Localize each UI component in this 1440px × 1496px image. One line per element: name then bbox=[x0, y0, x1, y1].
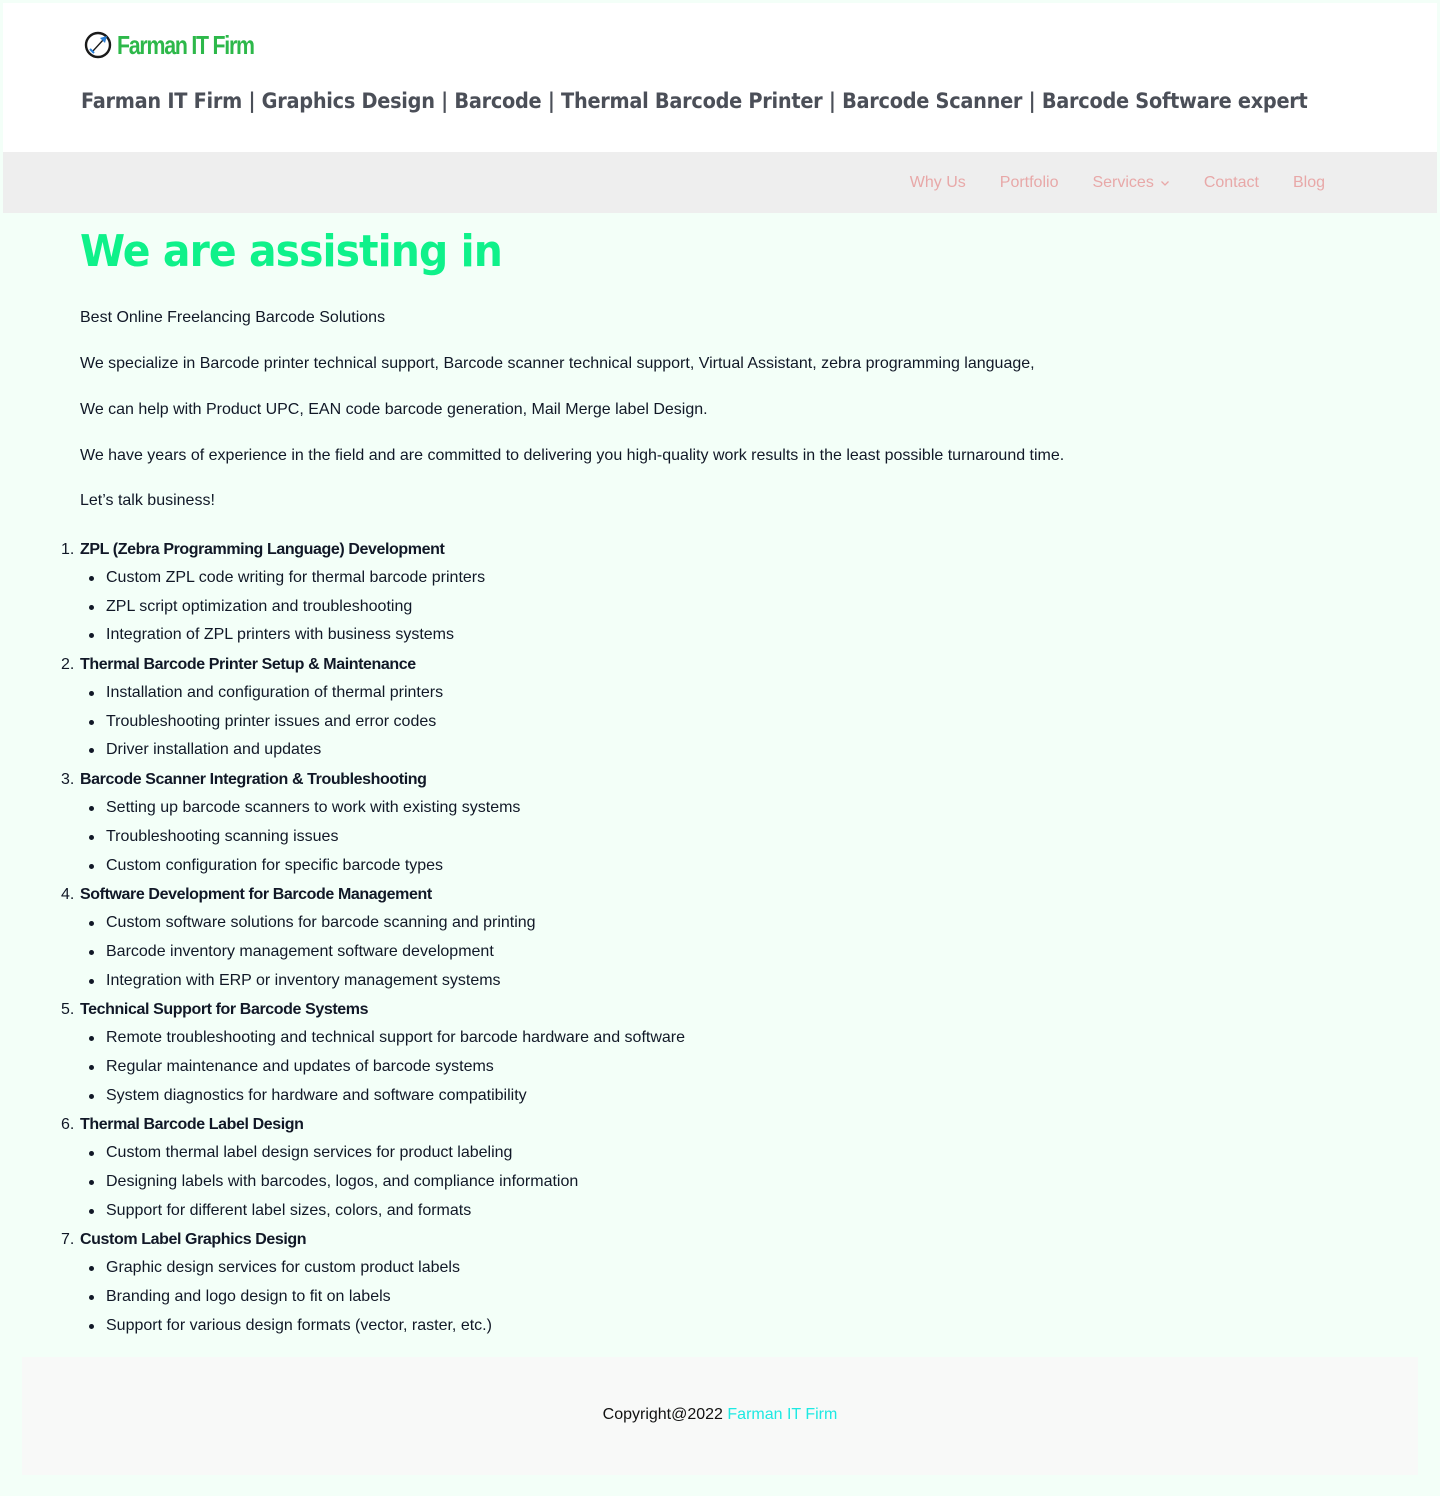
service-sublist bbox=[80, 909, 980, 995]
page-heading: We are assisting in bbox=[80, 226, 502, 277]
footer-site-link[interactable]: Farman IT Firm bbox=[727, 1406, 838, 1423]
list-item: Installation and configuration of thermal printers bbox=[80, 679, 980, 708]
site-footer bbox=[22, 1357, 1418, 1475]
service-item bbox=[61, 765, 980, 880]
service-number: 3. bbox=[61, 771, 75, 789]
site-logo[interactable] bbox=[83, 25, 284, 65]
nav-item-label: Why Us bbox=[909, 173, 966, 191]
nav-item-services[interactable] bbox=[1075, 174, 1186, 192]
service-sublist bbox=[80, 679, 980, 765]
nav-item-label: Contact bbox=[1203, 173, 1259, 191]
list-item: Designing labels with barcodes, logos, and compliance information bbox=[80, 1168, 980, 1197]
list-item: Integration of ZPL printers with business systems bbox=[80, 621, 980, 650]
service-item bbox=[61, 1225, 980, 1340]
service-item bbox=[61, 650, 980, 765]
list-item: Branding and logo design to fit on labels bbox=[80, 1283, 980, 1312]
intro-paragraph: We can help with Product UPC, EAN code barcode generation, Mail Merge label Design. bbox=[80, 401, 708, 418]
copyright bbox=[22, 1406, 1418, 1424]
service-sublist bbox=[80, 1024, 980, 1110]
list-item: Graphic design services for custom product labels bbox=[80, 1254, 980, 1283]
service-title: Technical Support for Barcode Systems bbox=[80, 1001, 369, 1019]
rocket-circle-icon bbox=[83, 30, 113, 60]
list-item: Driver installation and updates bbox=[80, 736, 980, 765]
nav-item-label: Blog bbox=[1292, 173, 1325, 191]
service-sublist bbox=[80, 1254, 980, 1340]
intro-paragraph: We have years of experience in the field and are committed to delivering you high-quality work results in the least possible turnaround time. bbox=[80, 447, 1065, 464]
nav-item-label: Services bbox=[1092, 173, 1154, 191]
service-item bbox=[61, 880, 980, 995]
nav-item-blog[interactable] bbox=[1276, 174, 1342, 192]
service-number: 7. bbox=[61, 1231, 75, 1249]
services-list bbox=[61, 535, 980, 1340]
list-item: Barcode inventory management software development bbox=[80, 938, 980, 967]
list-item: Regular maintenance and updates of barcode systems bbox=[80, 1053, 980, 1082]
list-item: Support for different label sizes, colors, and formats bbox=[80, 1197, 980, 1226]
intro-paragraph: Best Online Freelancing Barcode Solutions bbox=[80, 309, 386, 326]
service-item bbox=[61, 535, 980, 650]
list-item: System diagnostics for hardware and software compatibility bbox=[80, 1082, 980, 1111]
nav-list bbox=[893, 152, 1342, 213]
service-number: 5. bbox=[61, 1001, 75, 1019]
logo-text: Farman IT Firm bbox=[117, 29, 254, 60]
service-sublist bbox=[80, 794, 980, 880]
service-number: 6. bbox=[61, 1116, 75, 1134]
service-title: Barcode Scanner Integration & Troubleshooting bbox=[80, 771, 427, 789]
service-number: 2. bbox=[61, 656, 75, 674]
list-item: Custom configuration for specific barcode types bbox=[80, 852, 980, 881]
service-title: Custom Label Graphics Design bbox=[80, 1231, 307, 1249]
main-nav bbox=[3, 152, 1437, 213]
nav-item-label: Portfolio bbox=[999, 173, 1059, 191]
list-item: Custom software solutions for barcode scanning and printing bbox=[80, 909, 980, 938]
service-sublist bbox=[80, 564, 980, 650]
nav-item-contact[interactable] bbox=[1187, 174, 1276, 192]
list-item: Integration with ERP or inventory management systems bbox=[80, 967, 980, 996]
service-title: Thermal Barcode Printer Setup & Maintenance bbox=[80, 656, 416, 674]
service-item bbox=[61, 995, 980, 1110]
intro-paragraph: We specialize in Barcode printer technical support, Barcode scanner technical support, Virtual Assistant, zebra programming language, bbox=[80, 355, 1035, 372]
service-title: Thermal Barcode Label Design bbox=[80, 1116, 304, 1134]
main-content bbox=[61, 222, 1360, 1334]
list-item: Custom ZPL code writing for thermal barcode printers bbox=[80, 564, 980, 593]
service-title: Software Development for Barcode Management bbox=[80, 886, 432, 904]
list-item: Custom thermal label design services for product labeling bbox=[80, 1139, 980, 1168]
service-title: ZPL (Zebra Programming Language) Development bbox=[80, 541, 445, 558]
list-item: ZPL script optimization and troubleshooting bbox=[80, 593, 980, 622]
copyright-text: Copyright@2022 bbox=[602, 1406, 723, 1423]
list-item: Troubleshooting printer issues and error codes bbox=[80, 708, 980, 737]
list-item: Troubleshooting scanning issues bbox=[80, 823, 980, 852]
service-number: 4. bbox=[61, 886, 75, 904]
list-item: Setting up barcode scanners to work with existing systems bbox=[80, 794, 980, 823]
list-item: Support for various design formats (vector, raster, etc.) bbox=[80, 1312, 980, 1341]
site-title[interactable]: Farman IT Firm | Graphics Design | Barcode | Thermal Barcode Printer | Barcode Scanner | Barcode Software expert bbox=[81, 89, 1308, 113]
nav-item-why-us[interactable] bbox=[893, 174, 983, 192]
intro-paragraph: Let’s talk business! bbox=[80, 492, 215, 509]
list-item: Remote troubleshooting and technical support for barcode hardware and software bbox=[80, 1024, 980, 1053]
chevron-down-icon bbox=[1160, 178, 1170, 188]
service-sublist bbox=[80, 1139, 980, 1225]
nav-item-portfolio[interactable] bbox=[983, 174, 1076, 192]
service-number: 1. bbox=[61, 541, 75, 558]
service-item bbox=[61, 1110, 980, 1225]
site-header bbox=[3, 3, 1437, 152]
